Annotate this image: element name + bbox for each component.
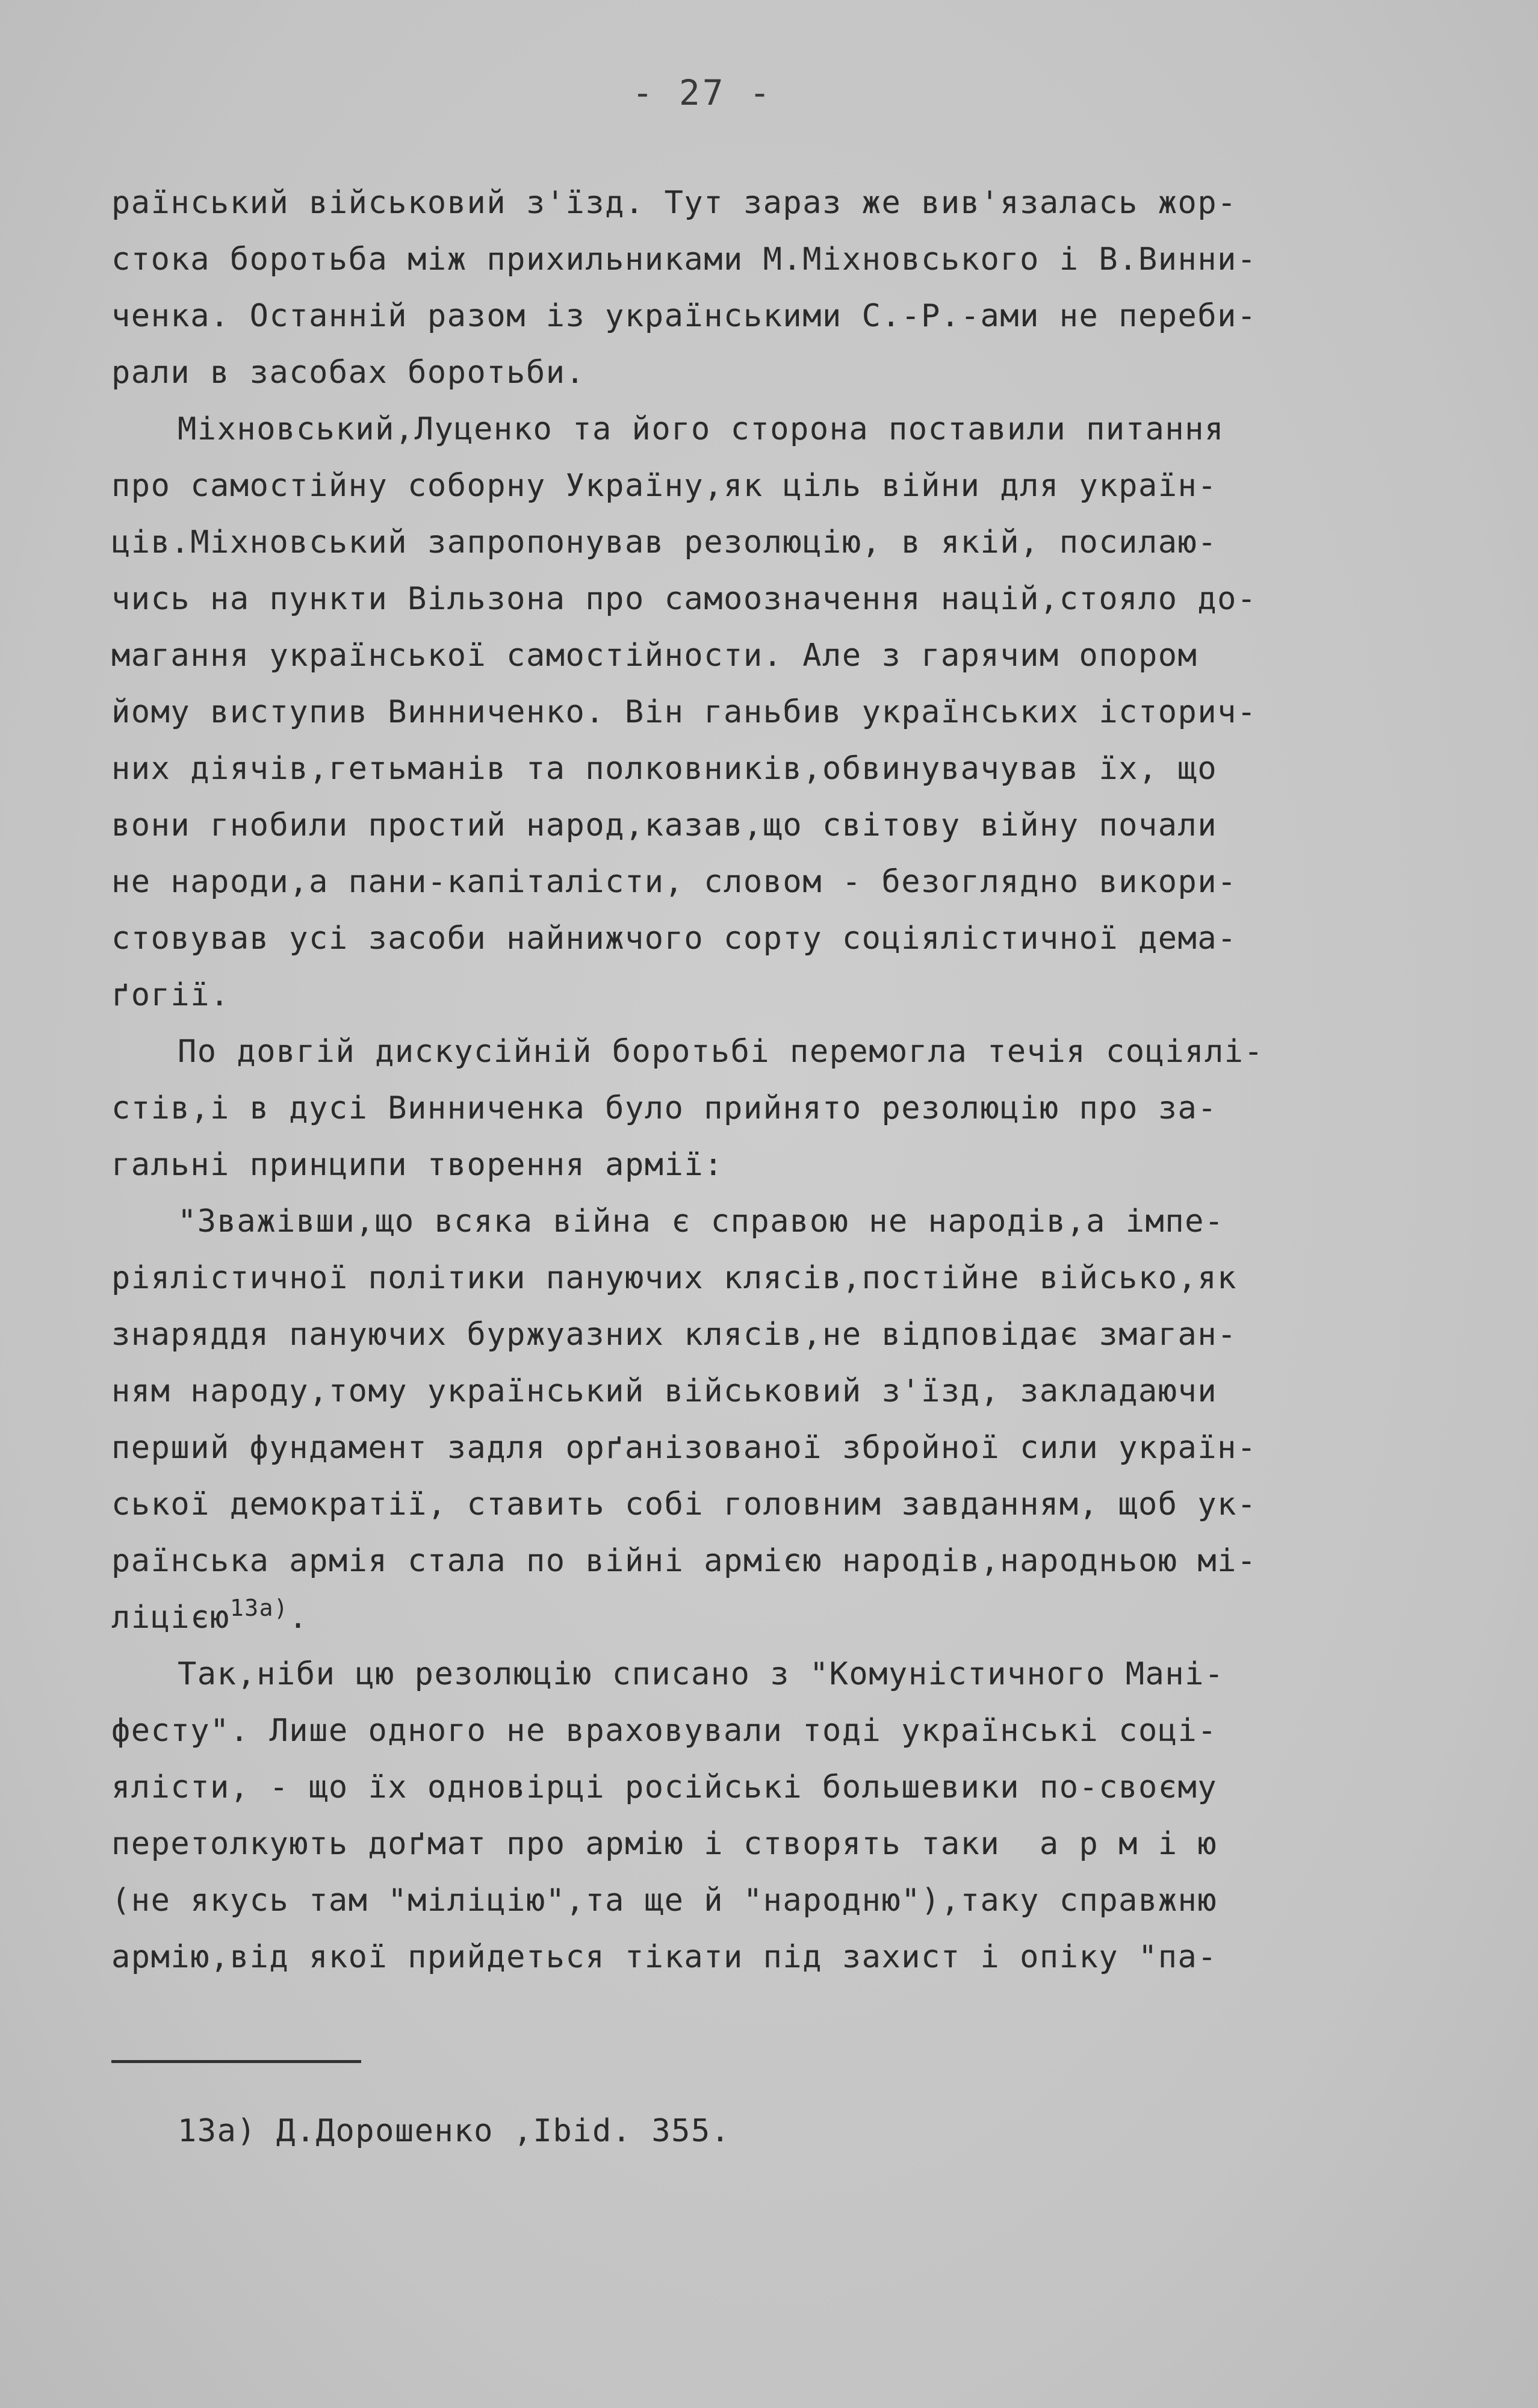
text-line: раїнський військовий з'їзд. Тут зараз же вив'язалась жор-: [111, 185, 1237, 221]
text-line: ґогії.: [111, 977, 230, 1013]
text-line: перший фундамент задля орґанізованої збройної сили україн-: [111, 1430, 1257, 1466]
text-line: раїнська армія стала по війні армією народів,народньою мі-: [111, 1543, 1257, 1579]
text-line: стовував усі засоби найнижчого сорту соціялістичної дема-: [111, 920, 1237, 957]
text-fragment: .: [288, 1600, 309, 1636]
text-line: По довгій дискусійній боротьбі перемогла течія соціялі-: [178, 1034, 1264, 1070]
text-line-with-footnote-ref: [111, 1589, 1448, 1646]
text-line: ченка. Останній разом із українськими С.-Р.-ами не переби-: [111, 298, 1257, 334]
text-line: про самостійну соборну Україну,як ціль війни для україн-: [111, 468, 1218, 504]
text-line: (не якусь там "міліцію",та ще й "народню"),таку справжню: [111, 1882, 1218, 1919]
text-line: Так,ніби цю резолюцію списано з "Комуністичного Мані-: [178, 1656, 1224, 1692]
text-line: стів,і в дусі Винниченка було прийнято резолюцію про за-: [111, 1090, 1218, 1126]
text-line: йому виступив Винниченко. Він ганьбив українських історич-: [111, 694, 1257, 730]
footnote-divider: [111, 2060, 361, 2063]
body-text: [111, 175, 1448, 1985]
text-line: Міхновський,Луценко та його сторона поставили питання: [178, 411, 1224, 447]
text-line: них діячів,гетьманів та полковників,обвинувачував їх, що: [111, 751, 1218, 787]
text-line: чись на пункти Вільзона про самоозначення націй,стояло до-: [111, 581, 1257, 617]
text-line: перетолкують доґмат про армію і створять таки а р м і ю: [111, 1826, 1218, 1862]
text-line: ців.Міхновський запропонував резолюцію, в якій, посилаю-: [111, 524, 1218, 560]
text-line: знаряддя пануючих буржуазних клясів,не відповідає змаган-: [111, 1317, 1237, 1353]
text-line: ням народу,тому український військовий з'їзд, закладаючи: [111, 1373, 1218, 1409]
text-line: стока боротьба між прихильниками М.Міхновського і В.Винни-: [111, 241, 1257, 278]
text-line: ялісти, - що їх одновірці російські большевики по-своєму: [111, 1769, 1218, 1805]
text-line: вони гнобили простий народ,казав,що світову війну почали: [111, 807, 1218, 843]
text-line: не народи,а пани-капіталісти, словом - безоглядно викори-: [111, 864, 1237, 900]
text-line: ської демократії, ставить собі головним завданням, щоб ук-: [111, 1486, 1257, 1522]
text-line: фесту". Лише одного не враховували тоді українські соці-: [111, 1713, 1218, 1749]
text-line: магання української самостійности. Але з гарячим опором: [111, 638, 1198, 674]
text-line: "Зважівши,що всяка війна є справою не народів,а імпе-: [178, 1203, 1224, 1240]
text-fragment: ліцією: [111, 1600, 230, 1636]
text-line: армію,від якої прийдеться тікати під захист і опіку "па-: [111, 1939, 1218, 1975]
footnote-reference: 13а): [229, 1595, 289, 1621]
footnote: 13а) Д.Дорошенко ,Ibid. 355.: [178, 2113, 731, 2149]
text-line: рали в засобах боротьби.: [111, 355, 586, 391]
text-line: гальні принципи творення армії:: [111, 1147, 724, 1183]
page-number: - 27 -: [632, 72, 773, 113]
text-line: ріялістичної політики пануючих клясів,постійне військо,як: [111, 1260, 1237, 1296]
